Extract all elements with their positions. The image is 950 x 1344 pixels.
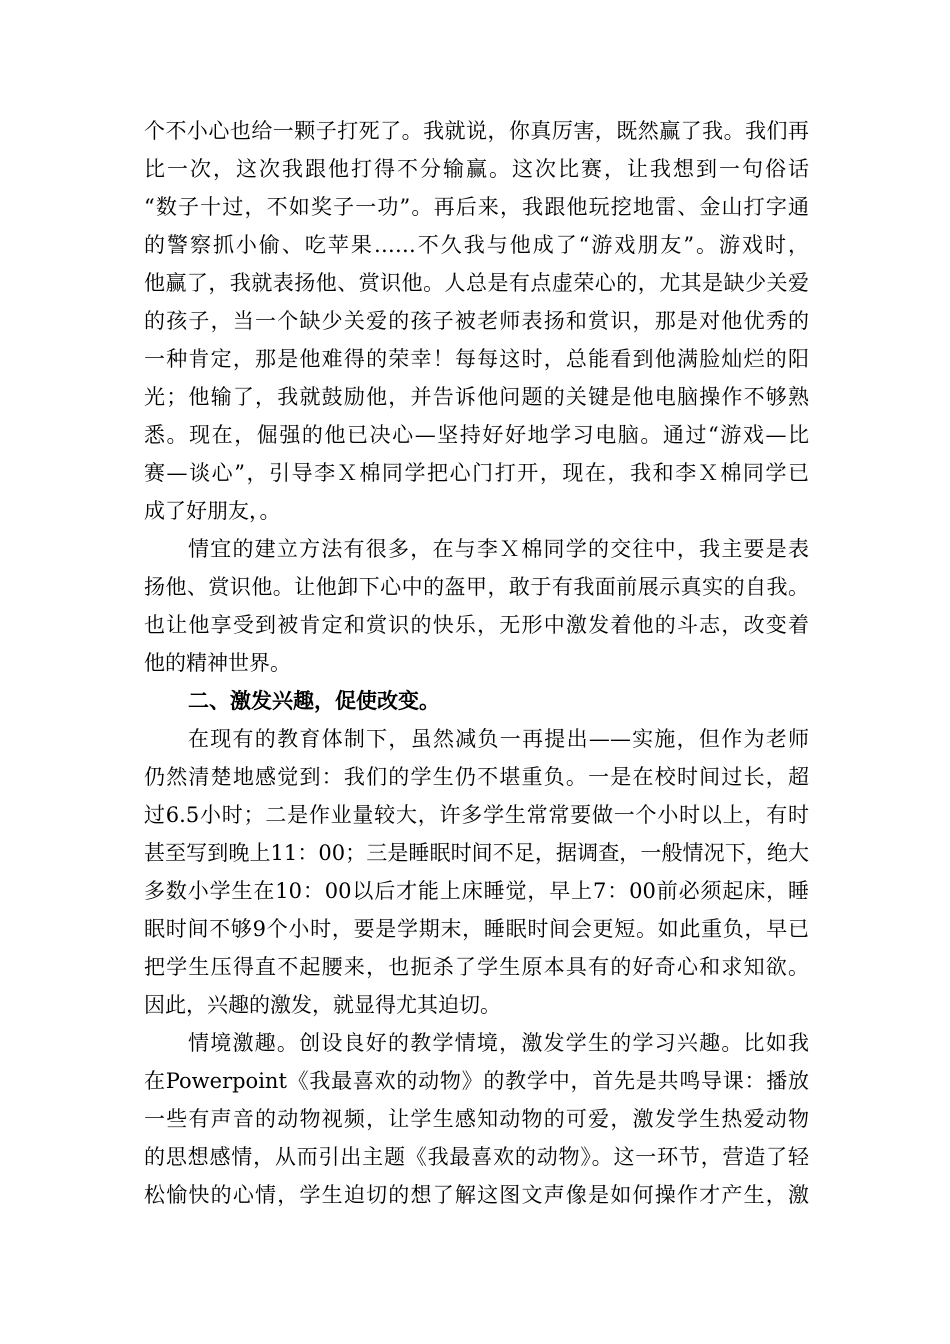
paragraph-1-line-4: 的警察抓小偷、吃苹果……不久我与他成了“游戏朋友”。游戏时， — [144, 233, 809, 257]
paragraph-4-line-3: 一些有声音的动物视频，让学生感知动物的可爱，激发学生热爱动物 — [144, 1107, 809, 1131]
paragraph-1-line-6: 的孩子，当一个缺少关爱的孩子被老师表扬和赏识，那是对他优秀的 — [144, 309, 809, 333]
paragraph-4-line-1: 情境激趣。创设良好的教学情境，激发学生的学习兴趣。比如我 — [188, 1031, 809, 1055]
paragraph-3-line-5: 多数小学生在10：00以后才能上床睡觉，早上7：00前必须起床，睡 — [144, 879, 809, 903]
paragraph-4-line-5: 松愉快的心情，学生迫切的想了解这图文声像是如何操作才产生，激 — [144, 1183, 809, 1207]
paragraph-2-line-4: 他的精神世界。 — [144, 651, 291, 675]
paragraph-1-line-8: 光；他输了，我就鼓励他，并告诉他问题的关键是他电脑操作不够熟 — [144, 385, 809, 409]
paragraph-1-line-3: “数子十过，不如奖子一功”。再后来，我跟他玩挖地雷、金山打字通 — [144, 195, 809, 219]
paragraph-2-line-1: 情宜的建立方法有很多，在与李Ｘ棉同学的交往中，我主要是表 — [188, 537, 809, 561]
paragraph-3-line-4: 甚至写到晚上11：00；三是睡眠时间不足，据调查，一般情况下，绝大 — [144, 841, 809, 865]
paragraph-3-line-2: 仍然清楚地感觉到：我们的学生仍不堪重负。一是在校时间过长，超 — [144, 765, 809, 789]
paragraph-1-line-11: 成了好朋友，。 — [144, 499, 281, 523]
paragraph-3-line-7: 把学生压得直不起腰来，也扼杀了学生原本具有的好奇心和求知欲。 — [144, 955, 809, 979]
paragraph-1-line-7: 一种肯定，那是他难得的荣幸！每每这时，总能看到他满脸灿烂的阳 — [144, 347, 809, 371]
paragraph-1-line-5: 他赢了，我就表扬他、赏识他。人总是有点虚荣心的，尤其是缺少关爱 — [144, 271, 809, 295]
paragraph-4-line-2: 在Powerpoint《我最喜欢的动物》的教学中，首先是共鸣导课：播放 — [144, 1069, 809, 1093]
section-heading: 二、激发兴趣，促使改变。 — [188, 688, 440, 713]
paragraph-3-line-6: 眠时间不够9个小时，要是学期末，睡眠时间会更短。如此重负，早已 — [144, 917, 809, 941]
paragraph-1-line-10: 赛—谈心”，引导李Ｘ棉同学把心门打开，现在，我和李Ｘ棉同学已 — [144, 461, 809, 485]
paragraph-2-line-2: 扬他、赏识他。让他卸下心中的盔甲，敢于有我面前展示真实的自我。 — [144, 575, 809, 599]
paragraph-1-line-9: 悉。现在，倔强的他已决心—坚持好好地学习电脑。通过“游戏—比 — [144, 423, 809, 447]
paragraph-3-line-8: 因此，兴趣的激发，就显得尤其迫切。 — [144, 993, 501, 1017]
paragraph-1-line-2: 比一次，这次我跟他打得不分输赢。这次比赛，让我想到一句俗话 — [144, 157, 809, 181]
paragraph-3-line-3: 过6.5小时；二是作业量较大，许多学生常常要做一个小时以上，有时 — [144, 803, 809, 827]
paragraph-3-line-1: 在现有的教育体制下，虽然减负一再提出——实施，但作为老师 — [188, 727, 809, 751]
paragraph-2-line-3: 也让他享受到被肯定和赏识的快乐，无形中激发着他的斗志，改变着 — [144, 613, 809, 637]
paragraph-4-line-4: 的思想感情，从而引出主题《我最喜欢的动物》。这一环节，营造了轻 — [144, 1145, 809, 1169]
paragraph-1-line-1: 个不小心也给一颗子打死了。我就说，你真厉害，既然赢了我。我们再 — [144, 119, 809, 143]
